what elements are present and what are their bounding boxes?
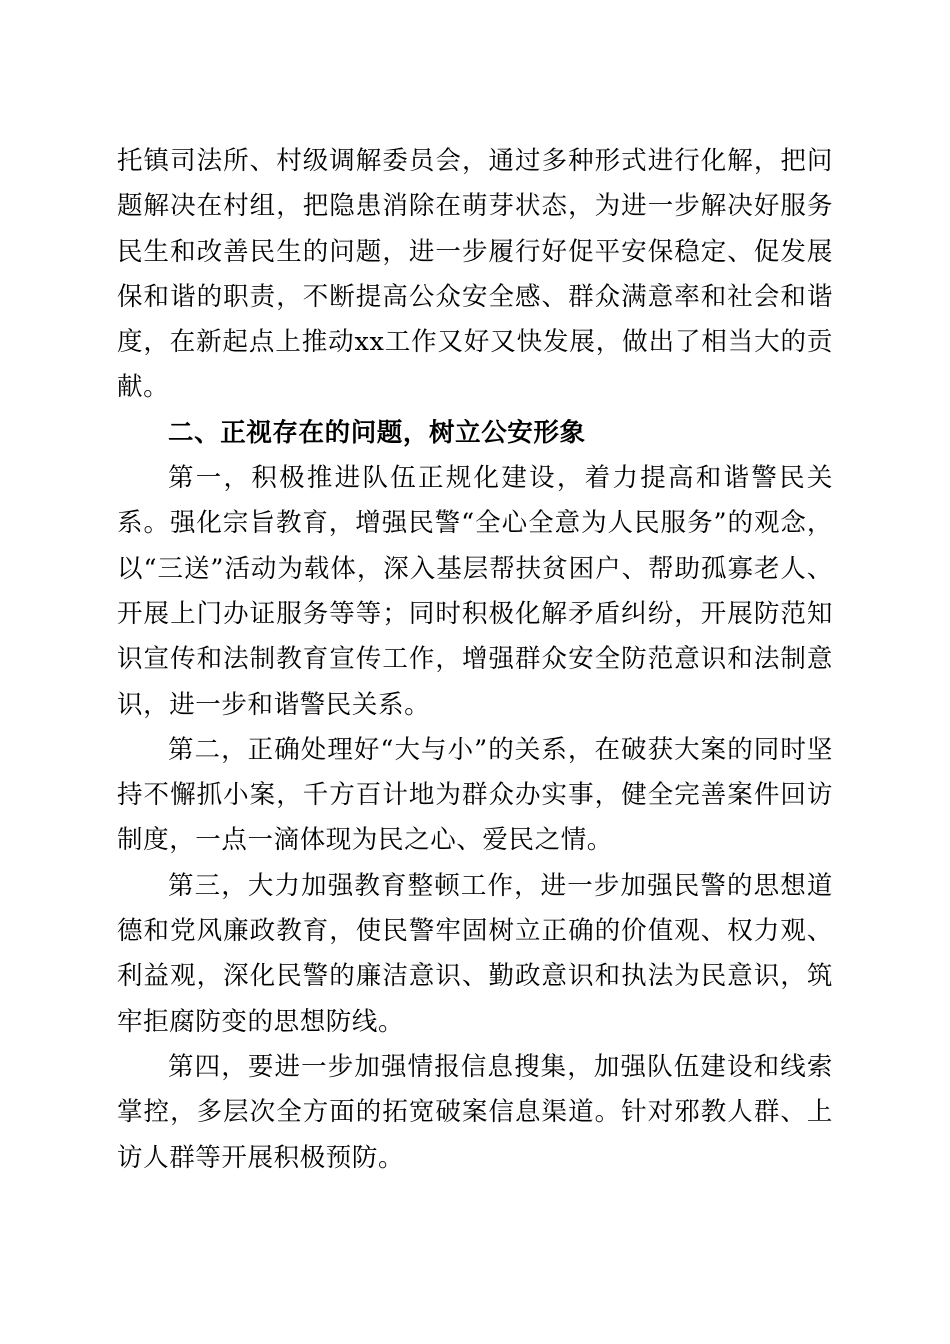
paragraph-point-one: 第一，积极推进队伍正规化建设，着力提高和谐警民关系。强化宗旨教育，增强民警“全心全意为人民服务”的观念，以“三送”活动为载体，深入基层帮扶贫困户、帮助孤寡老人、开展上门办证服务等等；同时积极化解矛盾纠纷，开展防范知识宣传和法制教育宣传工作，增强群众安全防范意识和法制意识，进一步和谐警民关系。 (117, 463, 833, 720)
section-heading: 二、正视存在的问题，树立公安形象 (168, 417, 586, 448)
paragraph-continuation: 托镇司法所、村级调解委员会，通过多种形式进行化解，把问题解决在村组，把隐患消除在萌芽状态，为进一步解决好服务民生和改善民生的问题，进一步履行好促平安保稳定、促发展保和谐的职责，不断提高公众安全感、群众满意率和社会和谐度，在新起点上推动xx工作又好又快发展，做出了相当大的贡献。 (117, 146, 833, 403)
paragraph-point-two: 第二，正确处理好“大与小”的关系，在破获大案的同时坚持不懈抓小案，千方百计地为群众办实事，健全完善案件回访制度，一点一滴体现为民之心、爱民之情。 (117, 734, 833, 856)
document-page (117, 139, 833, 1181)
paragraph-point-four: 第四，要进一步加强情报信息搜集，加强队伍建设和线索掌控，多层次全方面的拓宽破案信息渠道。针对邪教人群、上访人群等开展积极预防。 (117, 1051, 833, 1173)
paragraph-point-three: 第三，大力加强教育整顿工作，进一步加强民警的思想道德和党风廉政教育，使民警牢固树立正确的价值观、权力观、利益观，深化民警的廉洁意识、勤政意识和执法为民意识，筑牢拒腐防变的思想防线。 (117, 870, 833, 1037)
